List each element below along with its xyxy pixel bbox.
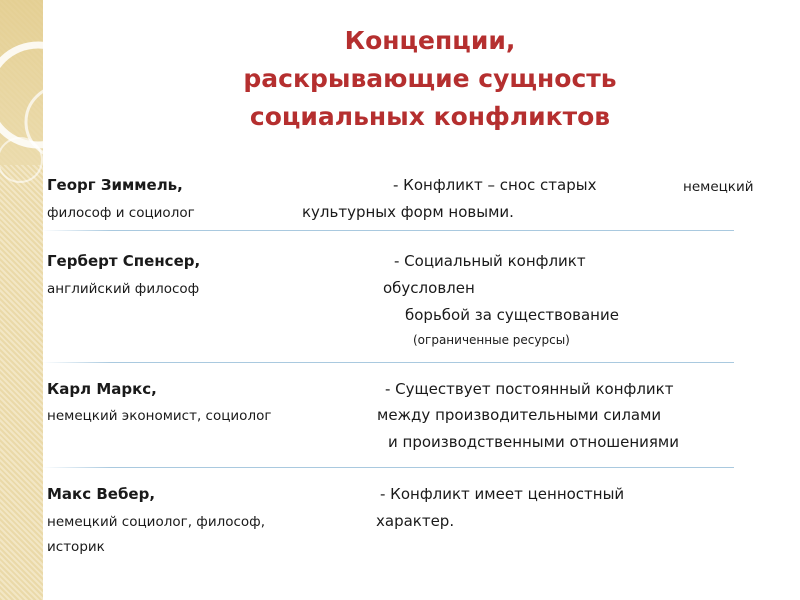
entry-role-simmel-suffix: немецкий <box>683 179 754 195</box>
entry-desc-marx-line-1: - Существует постоянный конфликт <box>385 380 674 398</box>
entry-desc-weber-line-1: - Конфликт имеет ценностный <box>380 485 625 503</box>
entry-name-simmel: Георг Зиммель, <box>47 176 183 194</box>
slide-title <box>160 22 700 136</box>
entry-desc-weber-line-2: характер. <box>376 512 455 530</box>
entry-desc-marx-line-2: между производительными силами <box>377 406 662 424</box>
entry-desc-spencer-line-3: борьбой за существование <box>405 306 619 324</box>
entry-name-spencer: Герберт Спенсер, <box>47 252 201 270</box>
entry-role-weber-line-2: историк <box>47 539 105 555</box>
separator-line <box>42 467 734 468</box>
separator-line <box>42 362 734 363</box>
entry-role-weber-line-1: немецкий социолог, философ, <box>47 514 265 530</box>
separator-line <box>42 230 734 231</box>
entry-role-marx-line-1: немецкий экономист, социолог <box>47 408 272 424</box>
entry-desc-simmel-line-1: - Конфликт – снос старых <box>393 176 597 194</box>
entry-role-simmel-line-1: философ и социолог <box>47 205 195 221</box>
decorative-side-band-top <box>0 0 43 165</box>
title-line-3: социальных конфликтов <box>249 102 611 131</box>
entry-desc-spencer-line-2: обусловлен <box>383 279 475 297</box>
title-line-1: Концепции, <box>344 26 516 55</box>
title-line-2: раскрывающие сущность <box>243 64 617 93</box>
entry-name-marx: Карл Маркс, <box>47 380 157 398</box>
entry-desc-simmel-line-2: культурных форм новыми. <box>302 203 514 221</box>
entry-desc-marx-line-3: и производственными отношениями <box>388 433 679 451</box>
entry-desc-spencer-line-1: - Социальный конфликт <box>394 252 586 270</box>
entry-desc-spencer-line-4: (ограниченные ресурсы) <box>413 333 570 347</box>
entry-role-spencer-line-1: английский философ <box>47 281 200 297</box>
entry-name-weber: Макс Вебер, <box>47 485 156 503</box>
